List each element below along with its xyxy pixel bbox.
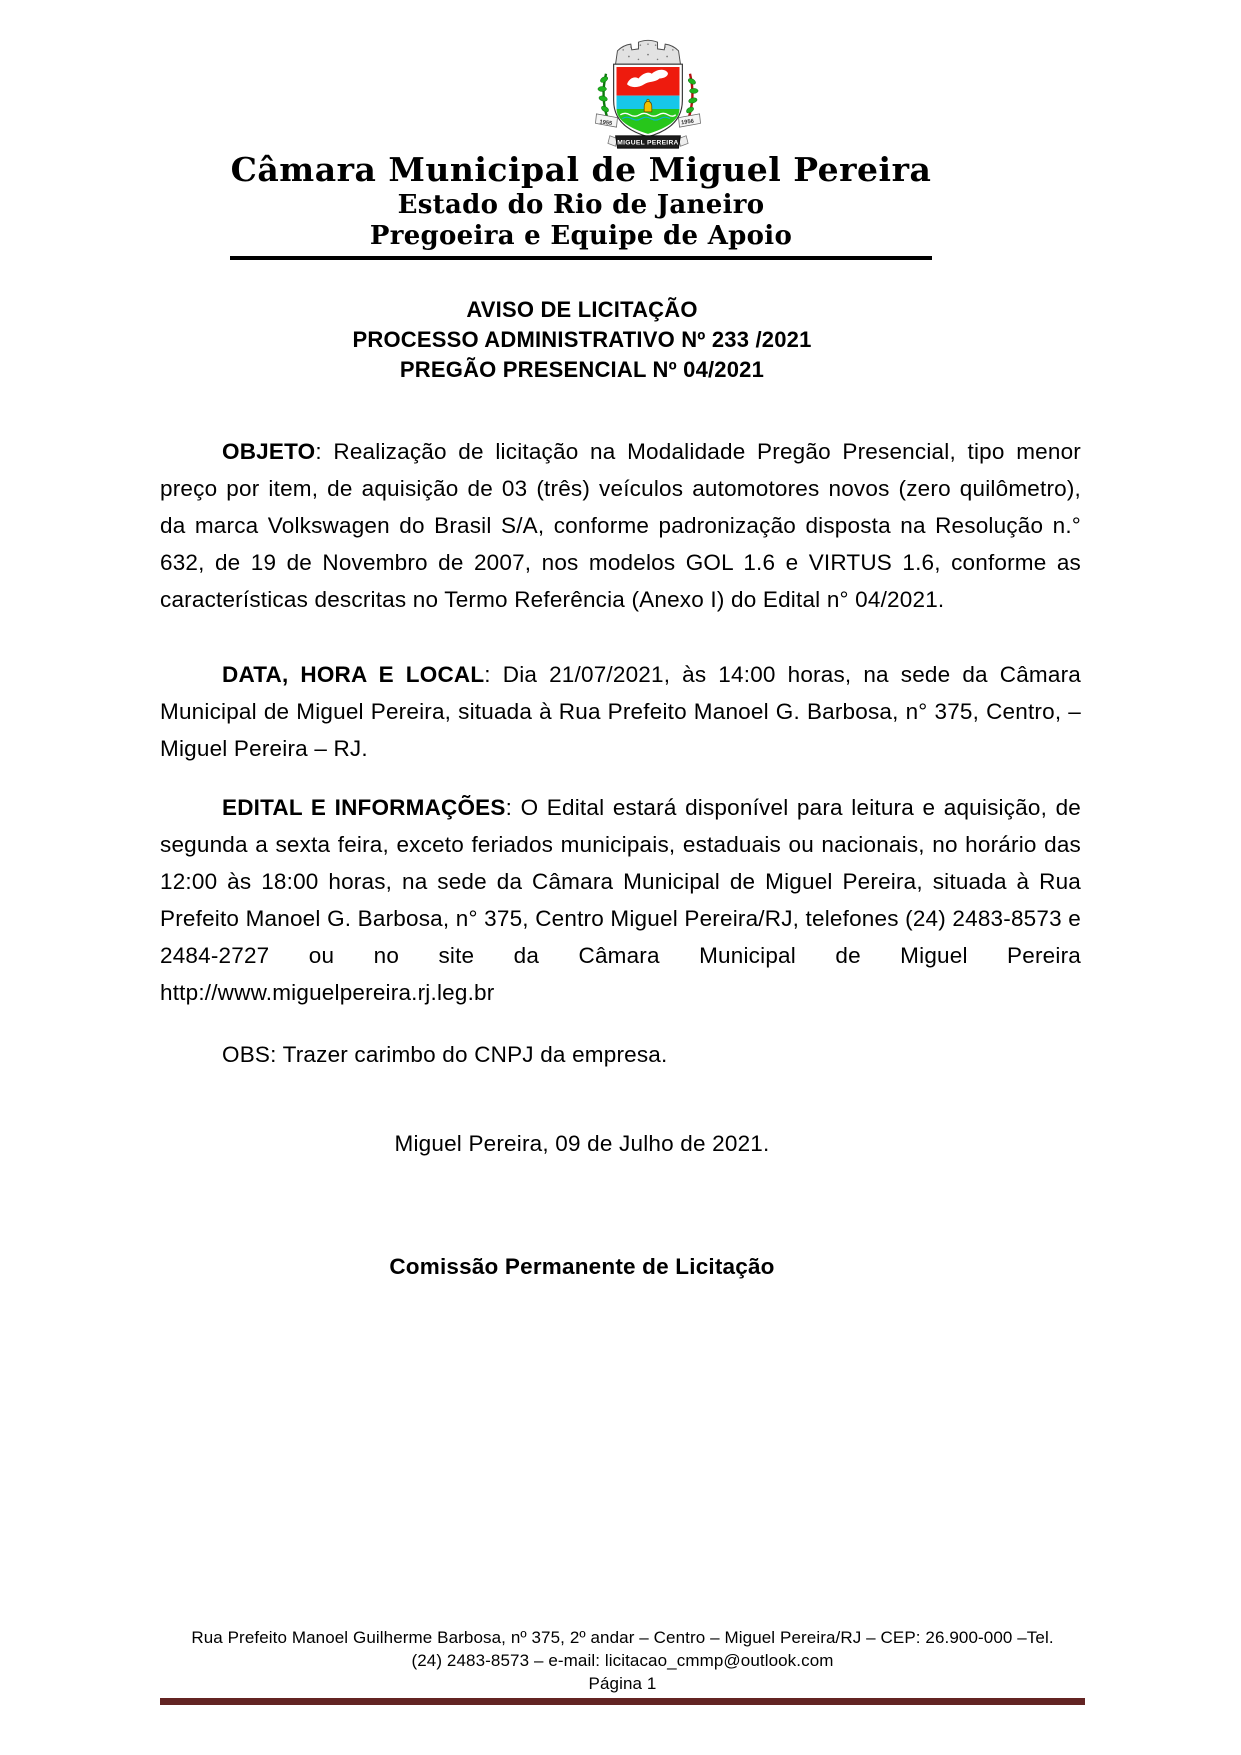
- footer-address: Rua Prefeito Manoel Guilherme Barbosa, nº 375, 2º andar – Centro – Miguel Pereira/RJ – CEP: 26.900-000 –Tel.: [191, 1628, 1054, 1647]
- paragraph-text: : O Edital estará disponível para leitura e aquisição, de segunda a sexta feira, exceto feriados municipais, estaduais ou nacionais, no horário das 12:00 às 18:00 horas, na sede da Câmara Municipal de Miguel Pereira, situada à Rua Prefeito Manoel G. Barbosa, n° 375, Centro Miguel Pereira/RJ, telefones (24) 2483-8573 e 2484-2727 ou no site da Câmara Municipal de Miguel Pereira http://www.miguelpereira.rj.leg.br: [160, 795, 1082, 1005]
- paragraph-objeto: [160, 433, 1081, 618]
- department-name: Pregoeira e Equipe de Apoio: [369, 221, 793, 251]
- year-left-label: 1955: [599, 119, 613, 128]
- state-name: Estado do Rio de Janeiro: [397, 190, 765, 220]
- paragraph-text: : Realização de licitação na Modalidade Pregão Presencial, tipo menor preço por item, de aquisição de 03 (três) veículos automotores novos (zero quilômetro), da marca Volkswagen do Brasil S/A, conforme padronização disposta na Resolução n.° 632, de 19 de Novembro de 2007, nos modelos GOL 1.6 e VIRTUS 1.6, conforme as características descritas no Termo Referência (Anexo I) do Edital n° 04/2021.: [160, 439, 1081, 612]
- obs-note: OBS: Trazer carimbo do CNPJ da empresa.: [222, 1042, 668, 1067]
- header-divider: [230, 256, 932, 260]
- letterhead: [230, 150, 932, 260]
- coat-of-arms-icon: [588, 26, 708, 152]
- document-body: [160, 388, 1081, 1285]
- title-line-processo: PROCESSO ADMINISTRATIVO Nº 233 /2021: [352, 327, 812, 352]
- paragraph-data-hora-local: [160, 656, 1081, 767]
- paragraph-label: DATA, HORA E LOCAL: [222, 662, 485, 687]
- organization-name: Câmara Municipal de Miguel Pereira: [230, 150, 932, 189]
- paragraph-label: OBJETO: [222, 439, 316, 464]
- banner-label: MIGUEL PEREIRA: [617, 139, 679, 147]
- footer-contact: (24) 2483-8573 – e-mail: licitacao_cmmp@outlook.com: [411, 1651, 834, 1670]
- title-line-pregao: PREGÃO PRESENCIAL Nº 04/2021: [399, 357, 765, 382]
- date-place-line: Miguel Pereira, 09 de Julho de 2021.: [394, 1131, 770, 1156]
- title-line-aviso: AVISO DE LICITAÇÃO: [466, 297, 698, 322]
- signature-line: Comissão Permanente de Licitação: [389, 1254, 775, 1279]
- paragraph-edital-informacoes: [160, 789, 1081, 1011]
- municipal-crest: [588, 26, 708, 152]
- paragraph-text: : Dia 21/07/2021, às 14:00 horas, na sede da Câmara Municipal de Miguel Pereira, situada à Rua Prefeito Manoel G. Barbosa, n° 375, Centro, – Miguel Pereira – RJ.: [160, 662, 1081, 761]
- year-right-label: 1956: [680, 118, 695, 127]
- footer-divider: [160, 1698, 1085, 1705]
- document-title: [160, 295, 1004, 385]
- page-footer: [160, 1626, 1085, 1705]
- footer-page-number: Página 1: [588, 1674, 657, 1693]
- paragraph-label: EDITAL E INFORMAÇÕES: [222, 795, 506, 820]
